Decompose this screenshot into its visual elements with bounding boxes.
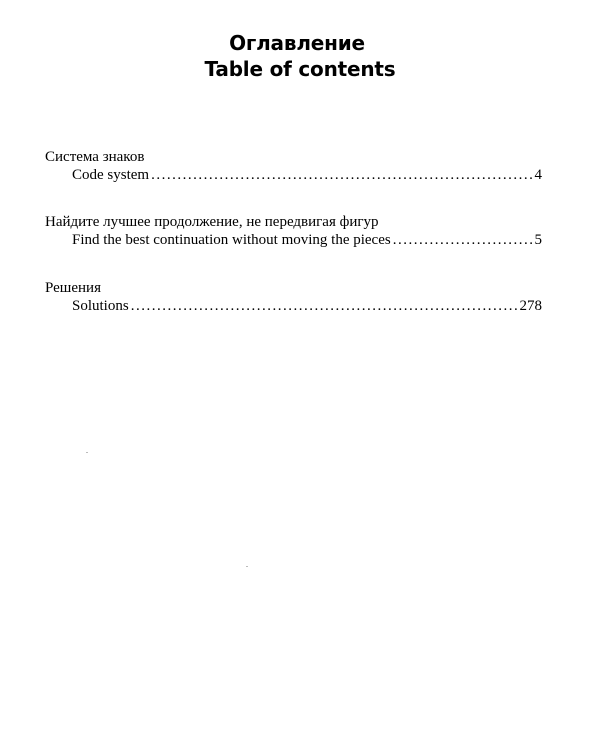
page-title (0, 30, 600, 82)
toc-entry-line (45, 166, 542, 184)
toc-entry-code-system[interactable] (45, 148, 542, 184)
toc-entry-title-ru: Найдите лучшее продолжение, не передвигая фигур (45, 214, 379, 230)
dot-leader (151, 166, 532, 184)
toc-entry-page-number: 278 (519, 298, 542, 314)
toc-entry-title-en: Solutions (72, 298, 129, 314)
toc-entry-best-continuation[interactable] (45, 213, 542, 249)
toc-entry-line (45, 297, 542, 315)
toc-entry-title-ru: Система знаков (45, 149, 145, 165)
scan-speck (86, 452, 88, 453)
scan-speck (246, 566, 248, 567)
page-title-ru: Оглавление (229, 31, 365, 55)
toc-entry-page-number: 4 (534, 167, 542, 183)
page-title-en: Table of contents (204, 57, 396, 81)
toc-entry-page-number: 5 (534, 232, 542, 248)
toc-entry-solutions[interactable] (45, 279, 542, 315)
dot-leader (393, 231, 533, 249)
toc-entry-title-en: Code system (72, 167, 150, 183)
toc-entry-title-en: Find the best continuation without moving the pieces (72, 232, 391, 248)
dot-leader (131, 297, 518, 315)
toc-entry-line (45, 231, 542, 249)
toc-entry-title-ru: Решения (45, 280, 101, 296)
